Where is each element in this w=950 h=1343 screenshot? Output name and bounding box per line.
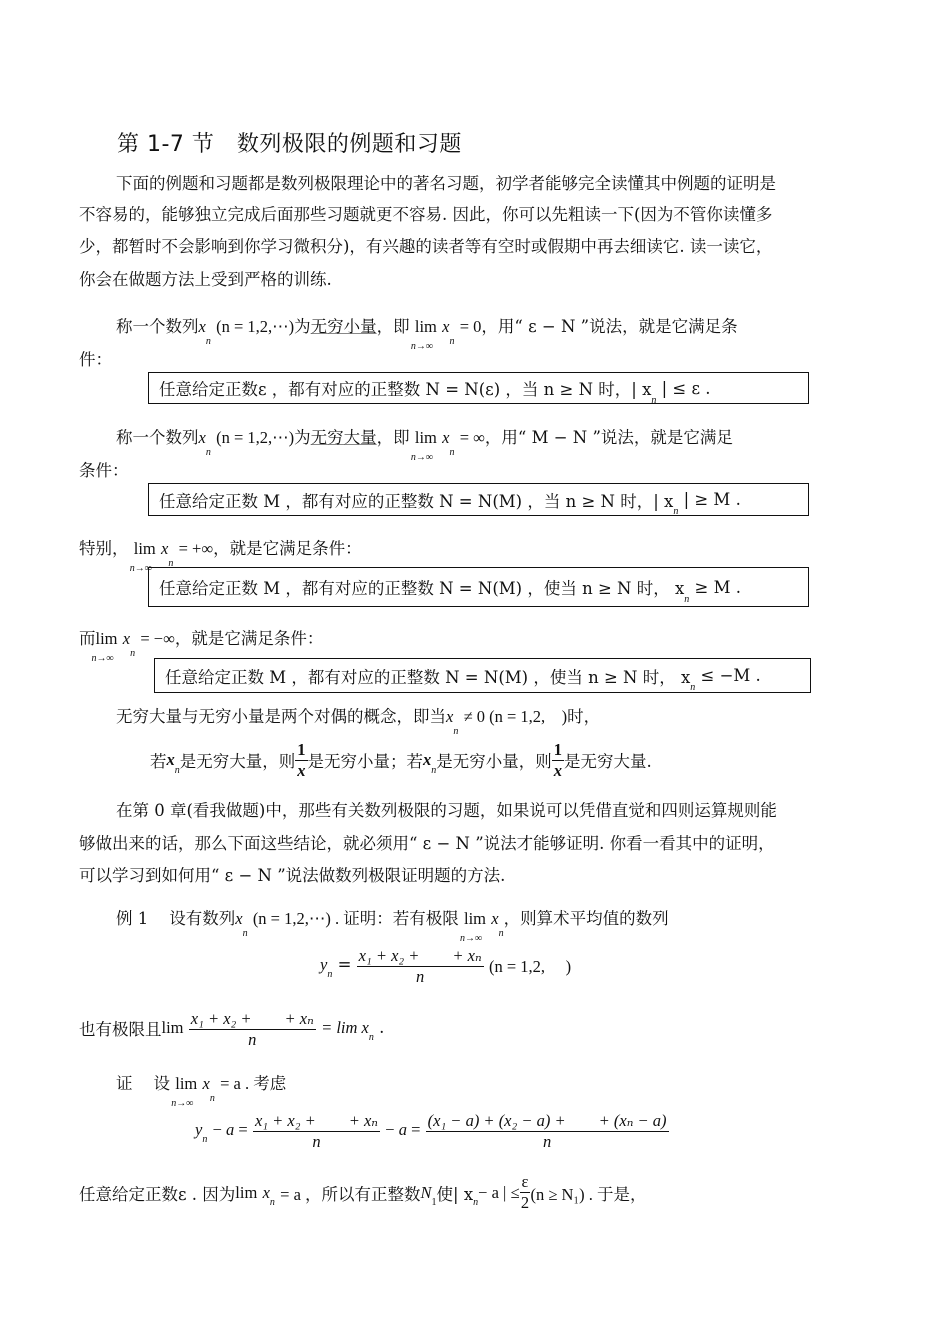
reciprocal-fraction-1: $\frac{1}{x}$ [297, 739, 306, 780]
infinity-condition-box: 任意给定正数 M ，都有对应的正整数 N = N(M) ，当 n ≥ N 时，| x n | ≥ M . [148, 483, 809, 516]
infinity-def: 称一个数列$x_n$ (n = 1,2,⋯)为无穷大量，即 lim n→∞ $x_n$ = ∞，用“ M − N ”说法，就是它满足 [116, 428, 733, 463]
minus-infinity-condition-box: 任意给定正数 M ，都有对应的正整数 N = N(M) ，使当 n ≥ N 时， x n ≤ −M . [154, 658, 811, 693]
minus-infinity-def: 而lim n→∞ $x_n$ = −∞，就是它满足条件： [79, 629, 324, 664]
example1-mean-formula: y n = $\frac{\text{x₁ + x₂ + + xₙ}}{n}$ (n = 1,2, ) [320, 942, 571, 987]
chapter0-line-1: 在第 0 章(看我做题)中，那些有关数列极限的习题，如果说可以凭借直觉和四则运算规则能 [116, 801, 777, 820]
term-infinity: 无穷大量 [310, 428, 377, 447]
intro-line-3: 少，都暂时不会影响到你学习微积分)，有兴趣的读者等有空时或假期中再去细读它. 读一读它， [79, 237, 773, 256]
proof-start: 证 设 lim n→∞ $x_n = a$ . 考虑 [116, 1074, 287, 1109]
example1-statement: 例 1 设有数列$x_n$ (n = 1,2,⋯) . 证明：若有极限 lim n→∞ $x_n$，则算术平均值的数列 [116, 909, 669, 944]
example1-conclusion: 也有极限且 lim $\frac{\text{x₁ + x₂ + + xₙ}}{n}$ = lim x n . [79, 1005, 384, 1050]
intro-line-1: 下面的例题和习题都是数列极限理论中的著名习题，初学者能够完全读懂其中例题的证明是 [116, 174, 776, 193]
infinitesimal-condition-box: 任意给定正数ε ，都有对应的正整数 N = N(ε) ，当 n ≥ N 时，| x n | ≤ ε . [148, 372, 809, 404]
duality-line-1: 无穷大量与无穷小量是两个对偶的概念，即当$x_n \ne 0$ (n = 1,2, )时， [116, 707, 601, 737]
proof-epsilon-line: 任意给定正数ε . 因为 lim x n = a ，所以有正整数 N 1 使| x n − a | ≤ $\frac{\varepsilon}{2}$ (n ≥ N₁) . 于是， [79, 1172, 647, 1212]
infinitesimal-def: 称一个数列$x_n$ (n = 1,2,⋯)为无穷小量，即 lim n→∞ $x_n = 0$，用“ ε − N ”说法，就是它满足条 [116, 317, 738, 352]
chapter0-line-2: 够做出来的话，那么下面这些结论，就必须用“ ε − N ”说法才能够证明. 你看一看其中的证明， [79, 834, 775, 853]
intro-line-2: 不容易的，能够独立完成后面那些习题就更不容易. 因此，你可以先粗读一下(因为不管你读懂多 [79, 205, 773, 224]
chapter0-line-3: 可以学习到如何用“ ε − N ”说法做数列极限证明题的方法. [79, 866, 506, 885]
duality-line-2: 若 x n 是无穷大量，则 $\frac{1}{x}$ 是无穷小量；若 x n 是无穷小量，则 $\frac{1}{x}$ 是无穷大量. [150, 739, 652, 780]
section-title: 第 1-7 节 数列极限的例题和习题 [117, 132, 462, 157]
intro-line-4: 你会在做题方法上受到严格的训练. [79, 270, 332, 289]
plus-infinity-condition-box: 任意给定正数 M ，都有对应的正整数 N = N(M) ，使当 n ≥ N 时， x n ≥ M . [148, 567, 809, 607]
reciprocal-fraction-2: $\frac{1}{x}$ [553, 739, 562, 780]
lim-operator: lim n→∞ [410, 317, 437, 352]
infinity-tail: 条件： [79, 461, 129, 480]
term-infinitesimal: 无穷小量 [310, 317, 377, 336]
example-label: 例 1 [116, 909, 149, 928]
infinitesimal-tail: 件： [79, 350, 112, 369]
proof-difference-formula: y n − a = $\frac{\text{x₁ + x₂ + + xₙ}}{n}$ − a = $\frac{\text{(x₁ − a) + (x₂ − a) + + (xₙ − a)}}{n}$ [195, 1107, 669, 1152]
plus-infinity-def: 特别， lim n→∞ $x_n$ = +∞，就是它满足条件： [79, 539, 362, 574]
